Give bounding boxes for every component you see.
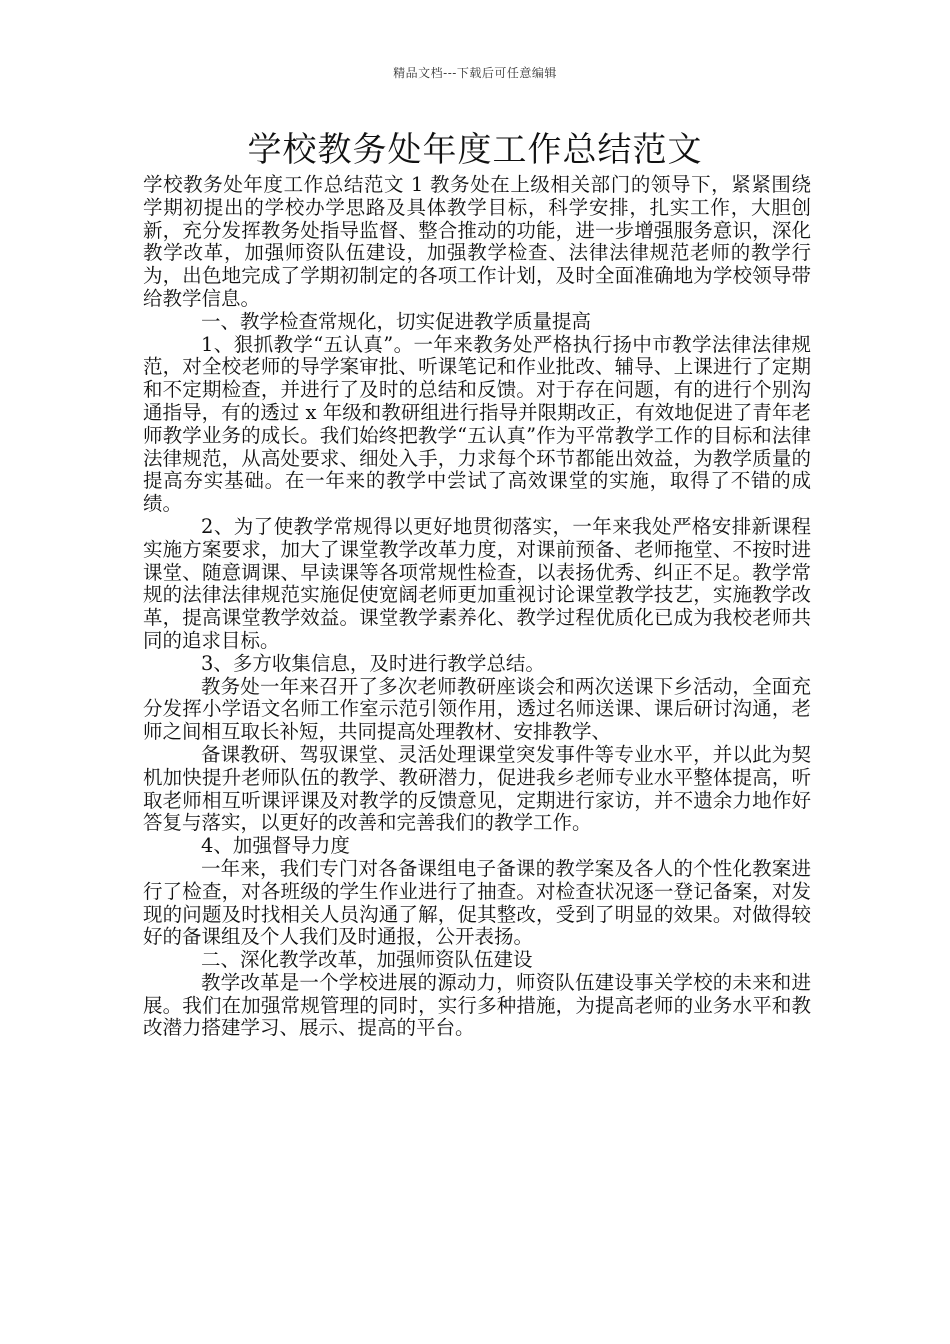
page-title: 学校教务处年度工作总结范文 <box>247 130 703 170</box>
header-note: 精品文档---下载后可任意编辑 <box>393 66 557 80</box>
paragraph: 2、为了使教学常规得以更好地贯彻落实，一年来我处严格安排新课程实施方案要求，加大了课堂教学改革力度，对课前预备、老师拖堂、不按时进课堂、随意调课、早读课等各项常规性检查，以表扬优秀、纠正不足。教学常规的法律法律规范实施促使宽阔老师更加重视讨论课堂教学技艺，实施教学改革，提高课堂教学效益。课堂教学素养化、教学过程优质化已成为我校老师共同的追求目标。 <box>143 514 811 652</box>
subheading: 4、加强督导力度 <box>201 834 350 858</box>
paragraph: 1、狠抓教学“五认真”。一年来教务处严格执行扬中市教学法律法律规范，对全校老师的导学案审批、听课笔记和作业批改、辅导、上课进行了定期和不定期检查，并进行了及时的总结和反馈。对于存在问题，有的进行个别沟通指导，有的透过 x 年级和教研组进行指导并限期改正，有效地促进了青年老师教学业务的成长。我们始终把教学“五认真”作为平常教学工作的目标和法律法律规范，从高处要求、细处入手，力求每个环节都能出效益，为教学质量的提高夯实基础。在一年来的教学中尝试了高效课堂的实施，取得了不错的成绩。 <box>143 332 811 516</box>
paragraph: 一年来，我们专门对各备课组电子备课的教学案及各人的个性化教案进行了检查，对各班级的学生作业进行了抽查。对检查状况逐一登记备案，对发现的问题及时找相关人员沟通了解，促其整改，受到了明显的效果。对做得较好的备课组及个人我们及时通报，公开表扬。 <box>143 856 811 949</box>
paragraph: 学校教务处年度工作总结范文 1 教务处在上级相关部门的领导下，紧紧围绕学期初提出的学校办学思路及具体教学目标，科学安排，扎实工作，大胆创新，充分发挥教务处指导监督、整合推动的功能，进一步增强服务意识，深化教学改革，加强师资队伍建设，加强教学检查、法律法律规范老师的教学行为，出色地完成了学期初制定的各项工作计划，及时全面准确地为学校领导带给教学信息。 <box>143 173 811 310</box>
paragraph: 教务处一年来召开了多次老师教研座谈会和两次送课下乡活动，全面充分发挥小学语文名师工作室示范引领作用，透过名师送课、课后研讨沟通，老师之间相互取长补短，共同提高处理教材、安排教学、 <box>143 674 811 744</box>
document-body <box>143 174 811 1040</box>
paragraph: 教学改革是一个学校进展的源动力，师资队伍建设事关学校的未来和进展。我们在加强常规管理的同时，实行多种措施，为提高老师的业务水平和教改潜力搭建学习、展示、提高的平台。 <box>143 970 811 1040</box>
subheading: 3、多方收集信息，及时进行教学总结。 <box>201 651 545 675</box>
section-heading: 一、教学检查常规化，切实促进教学质量提高 <box>201 309 592 333</box>
section-heading: 二、深化教学改革，加强师资队伍建设 <box>201 948 533 972</box>
paragraph: 备课教研、驾驭课堂、灵活处理课堂突发事件等专业水平，并以此为契机加快提升老师队伍的教学、教研潜力，促进我乡老师专业水平整体提高，听取老师相互听课评课及对教学的反馈意见，定期进行家访，并不遗余力地作好答复与落实，以更好的改善和完善我们的教学工作。 <box>143 742 811 835</box>
